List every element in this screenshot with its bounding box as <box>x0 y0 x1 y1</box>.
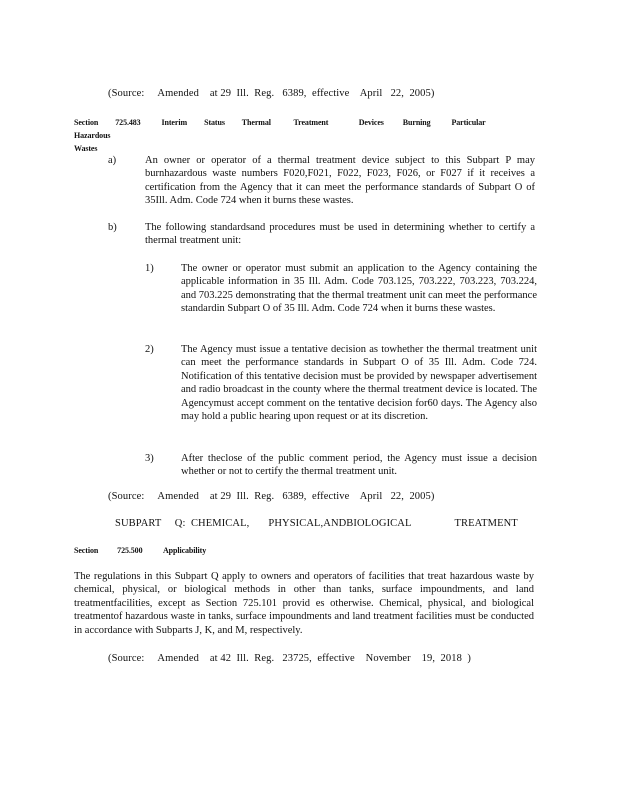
section-725-500-heading: Section 725.500 Applicability <box>74 546 207 555</box>
applicability-paragraph: The regulations in this Subpart Q apply to owners and operators of facilities that treat hazardous waste by chemical, physical, or biological methods in other than tanks, surface impoundments, and land treatmentfacilities, except as Section 725.101 provid es otherwise. Chemical, physical, and biological treatmentof hazardous waste in tanks, surface impoundments and land treatment facilities must be conducted in accordance with Subparts J, K, and M, respectively. <box>74 571 534 636</box>
section-725-483-heading: Section 725.483 Interim Status Thermal Treatment Devices Burning Particular Hazardous Wastes <box>74 118 486 153</box>
item-b-2-text: The Agency must issue a tentative decision as towhether the thermal treatment unit can meet the performance standards in Subpart O of 35 Ill. Adm. Code 724. Notification of this tentative decision must be provided by newspaper advertisement and radio broadcast in the county where the thermal treatment device is located. The Agencymust accept comment on the tentative decision for60 days. The Agency also may hold a public hearing upon request or at its discretion. <box>181 344 537 423</box>
item-b-3-text: After theclose of the public comment period, the Agency must issue a decision whether or not to certify the thermal treatment unit. <box>181 453 537 478</box>
source-note-2: (Source: Amended at 29 Ill. Reg. 6389, effective April 22, 2005) <box>108 491 435 502</box>
subpart-q-heading: SUBPART Q: CHEMICAL, PHYSICAL,ANDBIOLOGICAL TREATMENT <box>115 518 518 529</box>
item-b-1-label: 1) <box>145 263 154 274</box>
source-note-3: (Source: Amended at 42 Ill. Reg. 23725, effective November 19, 2018 ) <box>108 653 472 664</box>
source-note-1: (Source: Amended at 29 Ill. Reg. 6389, effective April 22, 2005) <box>108 88 435 99</box>
item-b-2-label: 2) <box>145 344 154 355</box>
item-a-text: An owner or operator of a thermal treatment device subject to this Subpart P may burnhazardous waste numbers F020,F021, F022, F023, F026, or F027 if it receives a certification from the Agency that it can meet the performance standards of Subpart O of 35Ill. Adm. Code 724 when it burns these wastes. <box>145 155 535 207</box>
item-a-label: a) <box>108 155 117 166</box>
item-b-1-text: The owner or operator must submit an application to the Agency containing the applicable information in 35 Ill. Adm. Code 703.125, 703.222, 703.223, 703.224, and 703.225 demonstrating that the thermal treatment unit can meet the performance standardin Subpart O of 35 Ill. Adm. Code 724 when it burns these wastes. <box>181 263 537 315</box>
item-b-text: The following standardsand procedures must be used in determining whether to certify a thermal treatment unit: <box>145 222 535 247</box>
item-b-label: b) <box>108 222 117 233</box>
item-b-3-label: 3) <box>145 453 154 464</box>
